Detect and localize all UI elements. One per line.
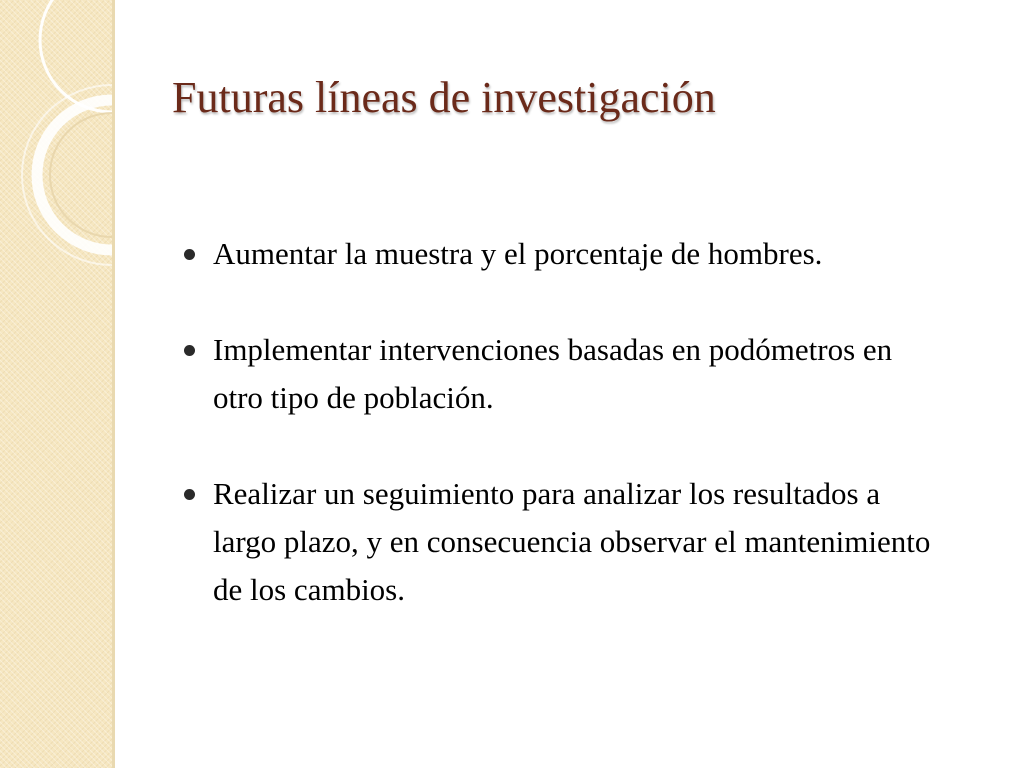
bullet-item [180,326,940,422]
bullet-list [180,230,940,614]
bullet-text: Realizar un seguimiento para analizar los resultados a largo plazo, y en consecuencia observar el mantenimiento de los cambios. [213,476,931,607]
bullet-dot-icon [184,489,195,500]
bullet-item [180,230,940,278]
side-band [0,0,112,768]
slide-title: Futuras líneas de investigación [172,73,716,122]
bullet-text: Aumentar la muestra y el porcentaje de hombres. [213,236,823,271]
bullet-text: Implementar intervenciones basadas en podómetros en otro tipo de población. [213,332,893,415]
bullet-item [180,470,940,614]
bullet-dot-icon [184,249,195,260]
bullet-dot-icon [184,345,195,356]
side-band-edge [112,0,115,768]
ring-decoration-icon [0,0,112,768]
